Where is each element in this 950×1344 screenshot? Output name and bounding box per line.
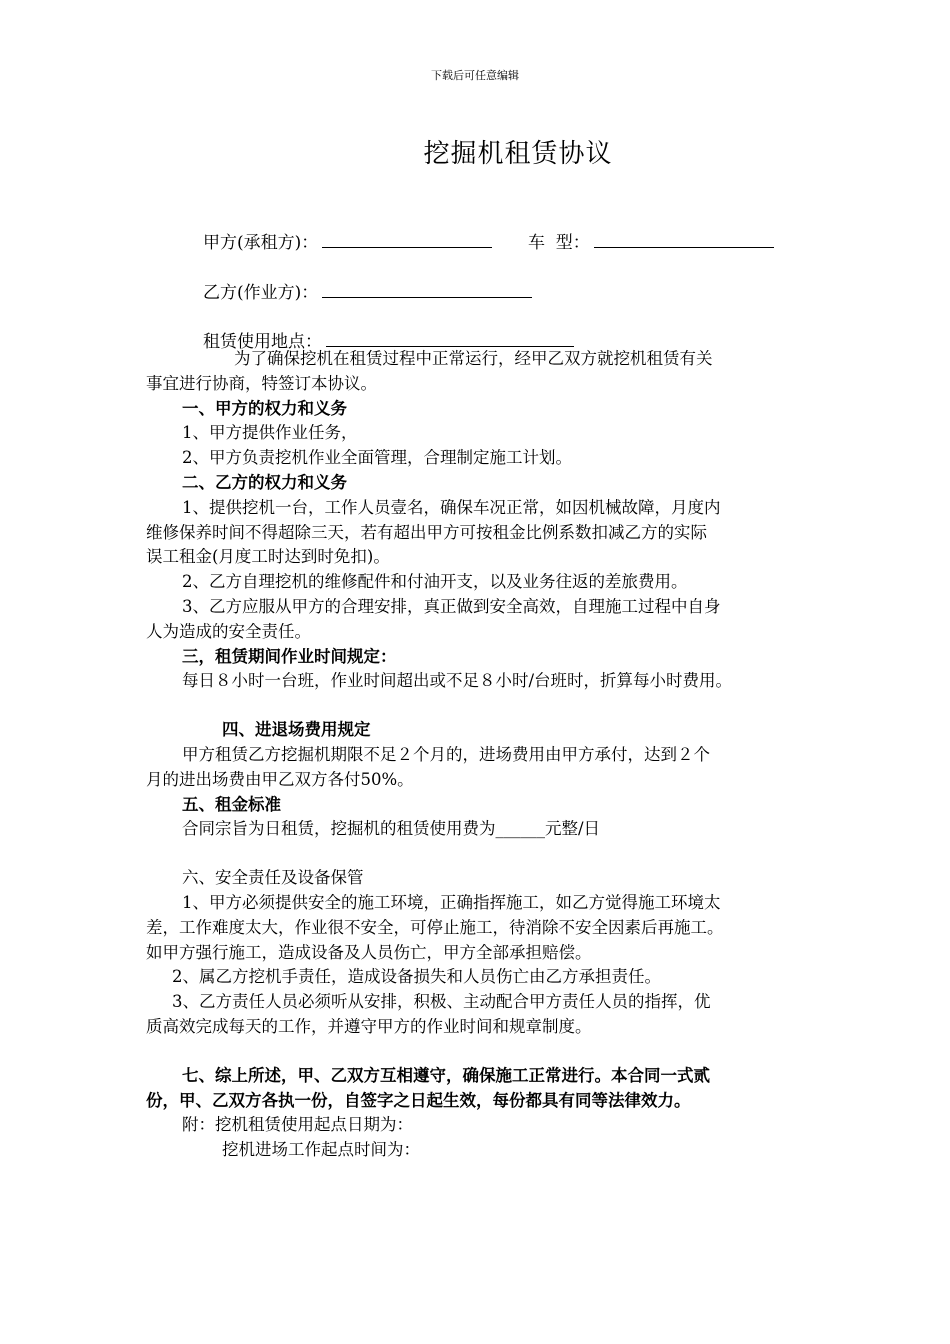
- vehicle-label: 车 型：: [528, 233, 590, 253]
- clause-line: 月的进出场费由甲乙双方各付50%。: [146, 769, 414, 789]
- document-title: 挖掘机租赁协议: [423, 139, 613, 169]
- clause-line: 2、甲方负责挖机作业全面管理，合理制定施工计划。: [182, 448, 572, 468]
- location-label: 租赁使用地点：: [203, 332, 322, 352]
- header-note: 下载后可任意编辑: [431, 69, 519, 82]
- clause-line: 每日８小时一台班，作业时间超出或不足８小时/台班时，折算每小时费用。: [182, 671, 733, 691]
- clause-line: 甲方租赁乙方挖掘机期限不足２个月的，进场费用由甲方承付，达到２个: [182, 744, 710, 764]
- vehicle-field: [528, 228, 774, 253]
- party-a-blank[interactable]: [322, 233, 492, 248]
- section-heading: 七、综上所述，甲、乙双方互相遵守，确保施工正常进行。本合同一式贰: [182, 1065, 710, 1085]
- clause-line: 人为造成的安全责任。: [146, 621, 311, 641]
- clause-line: 维修保养时间不得超除三天，若有超出甲方可按租金比例系数扣减乙方的实际: [146, 522, 707, 542]
- location-blank[interactable]: [326, 332, 574, 347]
- clause-line: 1、甲方提供作业任务，: [182, 423, 358, 443]
- section-heading: 五、租金标准: [182, 794, 281, 814]
- vehicle-blank[interactable]: [594, 233, 774, 248]
- party-a-label: 甲方(承租方)：: [203, 233, 319, 253]
- clause-line: 差，工作难度太大，作业很不安全，可停止施工，待消除不安全因素后再施工。: [146, 917, 724, 937]
- party-b-field: [203, 278, 532, 303]
- section-heading: 三，租赁期间作业时间规定：: [182, 646, 397, 666]
- clause-line: 1、提供挖机一台，工作人员壹名，确保车况正常，如因机械故障，月度内: [182, 497, 721, 517]
- clause-line: 质高效完成每天的工作，并遵守甲方的作业时间和规章制度。: [146, 1016, 592, 1036]
- section-heading: 一、甲方的权力和义务: [182, 398, 347, 418]
- clause-line: 1、甲方必须提供安全的施工环境，正确指挥施工，如乙方觉得施工环境太: [182, 892, 721, 912]
- clause-line: 合同宗旨为日租赁，挖掘机的租赁使用费为______元整/日: [182, 819, 601, 839]
- party-a-field: [203, 228, 492, 253]
- agreement-body: [146, 347, 821, 1163]
- annex-line: 附：挖机租赁使用起点日期为：: [182, 1115, 413, 1135]
- party-b-label: 乙方(作业方)：: [203, 283, 319, 303]
- intro-line: 为了确保挖机在租赁过程中正常运行，经甲乙双方就挖机租赁有关: [234, 349, 713, 368]
- section-heading: 四、进退场费用规定: [222, 720, 371, 740]
- section-heading: 二、乙方的权力和义务: [182, 472, 347, 492]
- clause-line: 2、属乙方挖机手责任，造成设备损失和人员伤亡由乙方承担责任。: [172, 967, 661, 987]
- section-heading: 六、安全责任及设备保管: [182, 868, 364, 888]
- clause-line: 误工租金(月度工时达到时免扣)。: [146, 547, 390, 567]
- party-b-blank[interactable]: [322, 283, 532, 298]
- clause-line: 如甲方强行施工，造成设备及人员伤亡，甲方全部承担赔偿。: [146, 942, 592, 962]
- clause-line: 份，甲、乙双方各执一份，自签字之日起生效，每份都具有同等法律效力。: [146, 1090, 691, 1110]
- annex-line: 挖机进场工作起点时间为：: [222, 1140, 420, 1160]
- clause-line: 2、乙方自理挖机的维修配件和付油开支，以及业务往返的差旅费用。: [182, 572, 688, 592]
- clause-line: 3、乙方应服从甲方的合理安排，真正做到安全高效，自理施工过程中自身: [182, 596, 721, 616]
- intro-line: 事宜进行协商，特签订本协议。: [146, 373, 377, 393]
- clause-line: 3、乙方责任人员必须听从安排，积极、主动配合甲方责任人员的指挥，优: [172, 992, 711, 1012]
